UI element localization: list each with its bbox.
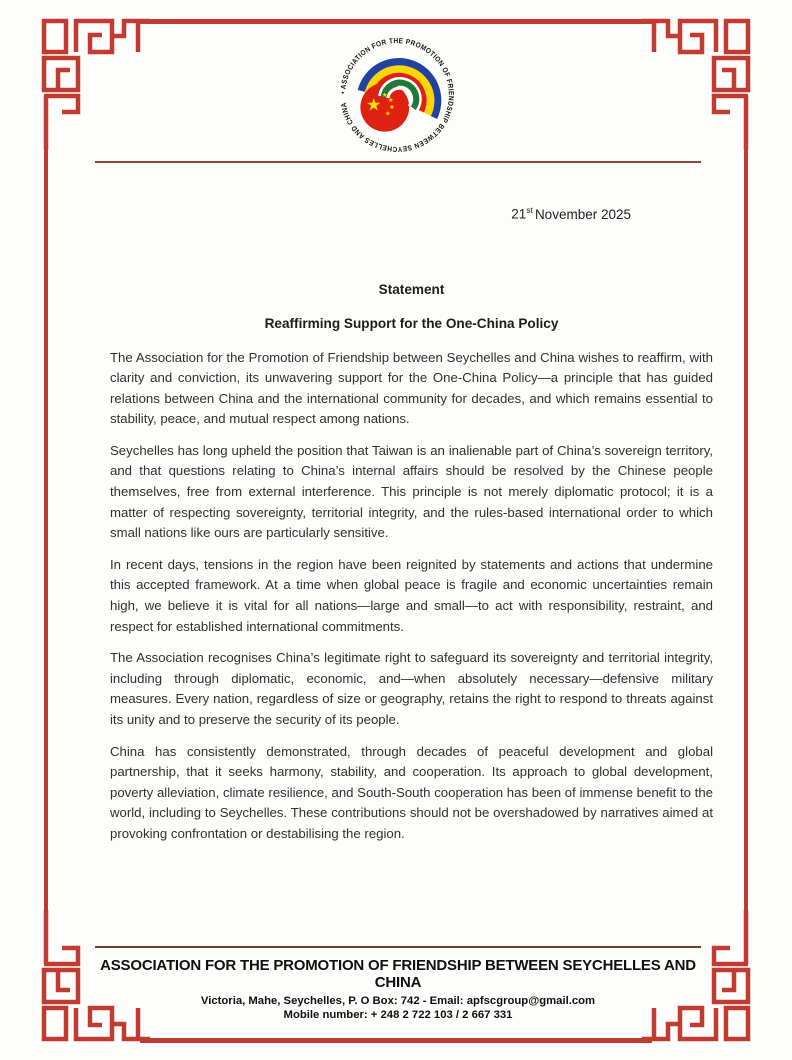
header-rule [95, 161, 701, 163]
association-logo [338, 36, 456, 154]
statement-subtitle: Reaffirming Support for the One-China Policy [264, 315, 559, 331]
frame-bottom-line [140, 1038, 652, 1043]
frame-right-line [744, 145, 749, 915]
letter-date [110, 205, 713, 222]
statement-paragraphs [110, 348, 713, 845]
letter-body [110, 205, 713, 856]
date-day: 21 [511, 206, 527, 222]
frame-top-line [140, 19, 652, 24]
logo-ring-text: • ASSOCIATION FOR THE PROMOTION OF FRIENDSHIP BETWEEN SEYCHELLES AND CHINA [338, 36, 456, 154]
statement-paragraph: The Association for the Promotion of Friendship between Seychelles and China wishes to reaffirm, with clarity and conviction, its unwavering support for the One-China Policy—a principle that has guided relations between China and the international community for decades, and which remains essential to stability, peace, and mutual respect among nations. [110, 349, 713, 427]
footer-org-name: ASSOCIATION FOR THE PROMOTION OF FRIENDSHIP BETWEEN SEYCHELLES AND CHINA [100, 957, 696, 991]
letter-footer [95, 946, 701, 1021]
flag-star-small: ★ [384, 110, 391, 118]
flag-star-small: ★ [387, 97, 394, 105]
statement-paragraph: China has consistently demonstrated, through decades of peaceful development and global partnership, that it seeks harmony, stability, and cooperation. Its approach to global development, poverty alleviation, climate resilience, and South-South cooperation has been of immense benefit to the world, including to Seychelles. These contributions should not be overshadowed by narratives aimed at provoking confrontation or destabilising the region. [110, 743, 713, 841]
flag-star-large: ★ [365, 94, 382, 115]
chinese-fret-corner-top-right [642, 0, 792, 150]
statement-paragraph: The Association recognises China’s legitimate right to safeguard its sovereignty and territorial integrity, including through diplomatic, economic, and—when absolutely necessary—defensive military measures. Every nation, regardless of size or geography, retains the right to respond to threats against its unity and to preserve the security of its people. [110, 650, 713, 727]
statement-paragraph: In recent days, tensions in the region have been reignited by statements and actions that undermine this accepted framework. At a time when global peace is fragile and economic uncertainties remain high, we believe it is vital for all nations—large and small—to act with responsibility, restraint, and respect for established international commitments. [110, 556, 713, 634]
flag-star-small: ★ [381, 92, 388, 100]
frame-left-line [44, 145, 49, 915]
statement-paragraph: Seychelles has long upheld the position that Taiwan is an inalienable part of China’s sovereign territory, and that questions relating to China’s internal affairs should be resolved by the Chinese people themselves, free from external interference. This principle is not merely diplomatic protocol; it is a matter of respecting sovereignty, territorial integrity, and the rules-based international order to which small nations like ours are particularly sensitive. [110, 442, 713, 541]
date-ordinal: st [526, 205, 533, 215]
flag-star-small: ★ [388, 104, 395, 112]
footer-address: Victoria, Mahe, Seychelles, P. O Box: 742 - Email: apfscgroup@gmail.com [200, 995, 596, 1007]
footer-rule [95, 946, 701, 948]
date-month-year: November 2025 [534, 206, 631, 222]
statement-title: Statement [378, 281, 445, 297]
chinese-fret-corner-top-left [0, 0, 150, 150]
footer-mobile: Mobile number: + 248 2 722 103 / 2 667 331 [283, 1009, 513, 1021]
